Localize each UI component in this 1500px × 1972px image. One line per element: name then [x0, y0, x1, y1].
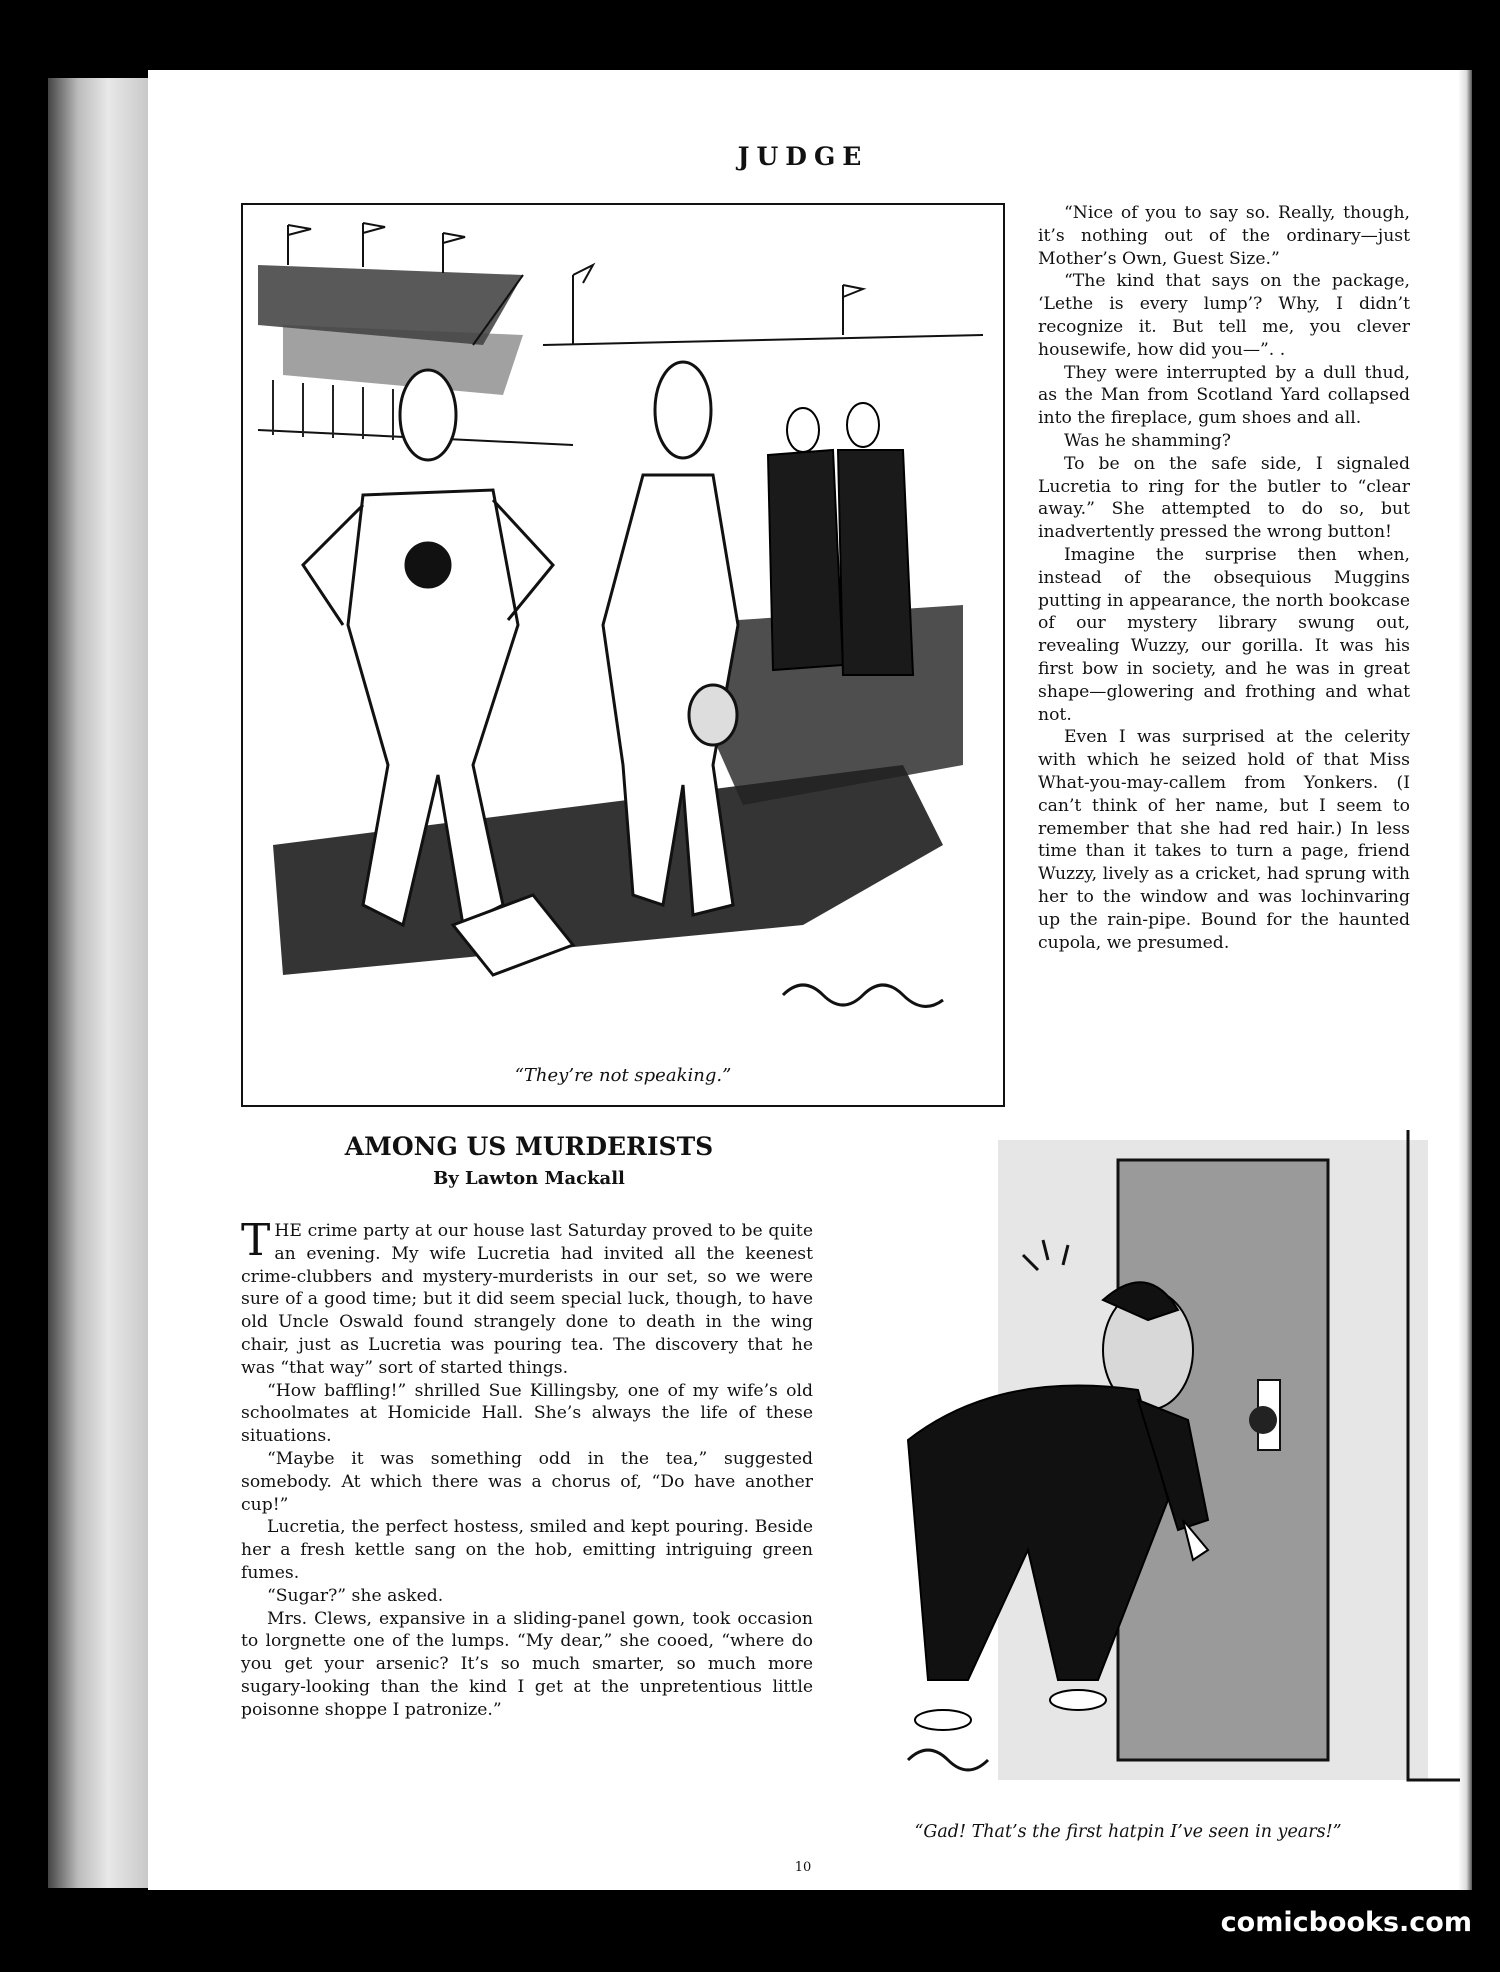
paragraph: “Sugar?” she asked.	[267, 1585, 444, 1606]
right-column-text	[1038, 202, 1410, 954]
article-title: AMONG US MURDERISTS	[344, 1132, 714, 1161]
baseball-illustration	[243, 205, 1003, 1055]
baseball-cartoon	[241, 203, 1005, 1107]
paragraph: Even I was surprised at the celerity with which he seized hold of that Miss What-you-may-callem from Yonkers. (I can’t think of her name, but I seem to remember that she had red hair.) In less time than it takes to turn a page, friend Wuzzy, lively as a cricket, had sprung with her to the window and was lochinvaring up the rain-pipe. Bound for the haunted cupola, we presumed.	[1038, 727, 1410, 953]
cartoon2-caption: “Gad! That’s the first hatpin I’ve seen in years!”	[914, 1822, 1342, 1842]
drop-cap: T	[241, 1215, 271, 1266]
paragraph: Imagine the surprise then when, instead of the obsequious Muggins putting in appearance, the north bookcase of our mystery library swung out, revealing Wuzzy, our gorilla. It was his first bow in society, and he was in great shape—glowering and frothing and what not.	[1038, 544, 1410, 725]
paragraph: “Maybe it was something odd in the tea,” suggested somebody. At which there was a chorus of, “Do have another cup!”	[241, 1448, 813, 1515]
paragraph: “The kind that says on the package, ‘Lethe is every lump’? Why, I didn’t recognize it. But tell me, you clever housewife, how did you—”. .	[1038, 271, 1410, 360]
paragraph: “Nice of you to say so. Really, though, it’s nothing out of the ordinary—just Mother’s Own, Guest Size.”	[1038, 203, 1410, 269]
door-illustration	[848, 1120, 1460, 1820]
book-spine-right	[1458, 70, 1472, 1890]
paragraph: Was he shamming?	[1064, 430, 1231, 451]
paragraph: Mrs. Clews, expansive in a sliding-panel gown, took occasion to lorgnette one of the lumps. “My dear,” she cooed, “where do you get your arsenic? It’s so much smarter, so much more sugary-looking than the kind I get at the unpretentious little poisonne shoppe I patronize.”	[241, 1608, 813, 1720]
paragraph: To be on the safe side, I signaled Lucretia to ring for the butler to “clear away.” She attempted to do so, but inadvertently pressed the wrong button!	[1038, 453, 1410, 543]
article-body	[241, 1215, 813, 1722]
paragraph: They were interrupted by a dull thud, as the Man from Scotland Yard collapsed into the fireplace, gum shoes and all.	[1038, 362, 1410, 429]
book-spine-left	[48, 78, 148, 1888]
first-paragraph	[241, 1215, 813, 1380]
magazine-header: JUDGE	[737, 142, 869, 171]
paragraph: Lucretia, the perfect hostess, smiled and kept pouring. Beside her a fresh kettle sang on the hob, emitting intriguing green fumes.	[241, 1517, 813, 1583]
cartoon1-caption: “They’re not speaking.”	[514, 1065, 732, 1086]
paragraph: “How baffling!” shrilled Sue Killingsby, one of my wife’s old schoolmates at Homicide Hall. She’s always the life of these situations.	[241, 1380, 813, 1447]
first-paragraph-text: HE crime party at our house last Saturday proved to be quite an evening. My wife Lucretia had invited all the keenest crime-clubbers and mystery-murderists in our set, so we were sure of a good time; but it did seem special luck, though, to have old Uncle Oswald found strangely done to death in the wing chair, just as Lucretia was pouring tea. The discovery that he was “that way” sort of started things.	[241, 1221, 813, 1378]
site-watermark: comicbooks.com	[1220, 1907, 1472, 1938]
door-cartoon	[848, 1120, 1460, 1820]
article-byline: By Lawton Mackall	[433, 1168, 625, 1189]
magazine-page	[148, 70, 1458, 1890]
page-number: 10	[794, 1860, 812, 1875]
